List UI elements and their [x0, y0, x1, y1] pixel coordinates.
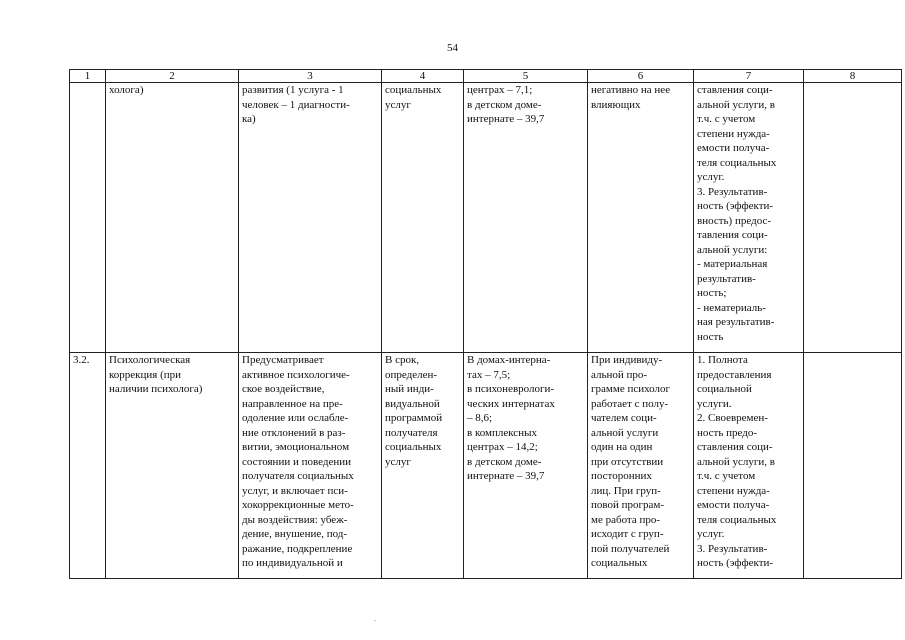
cell-line: услуг — [385, 455, 411, 468]
cell-line: тавления соци- — [697, 229, 768, 241]
cell-line: лиц. При груп- — [591, 484, 661, 497]
cell-conditions — [588, 83, 694, 353]
services-table — [69, 69, 902, 579]
cell-line: услуг — [385, 98, 411, 111]
cell-line: социальной — [697, 383, 752, 395]
cell-line: ме работа про- — [591, 513, 661, 526]
footer-mark: . — [374, 614, 376, 623]
column-header-8: 8 — [804, 70, 902, 83]
cell-number: 3.2. — [70, 353, 106, 579]
cell-line: степени нужда- — [697, 484, 770, 497]
cell-line: альной про- — [591, 368, 648, 381]
cell-line: видуальной — [385, 397, 440, 410]
cell-line: ние отклонений в раз- — [242, 426, 346, 439]
cell-line: чателем соци- — [591, 412, 657, 424]
cell-line: центрах – 7,1; — [467, 84, 533, 96]
cell-line: услуг. — [697, 528, 725, 540]
cell-description — [239, 83, 382, 353]
cell-line: услуг. — [697, 171, 725, 183]
cell-line: емости получа- — [697, 142, 770, 154]
cell-line: альной услуги, в — [697, 455, 775, 468]
cell-line: активное психологиче- — [242, 368, 350, 381]
cell-line: программой — [385, 412, 443, 424]
cell-line: альной услуги, в — [697, 98, 775, 111]
cell-line: один на один — [591, 441, 653, 453]
column-header-row — [70, 70, 902, 83]
cell-line: развития (1 услуга - 1 — [242, 84, 344, 96]
cell-line: человек – 1 диагности- — [242, 98, 350, 111]
cell-line: теля социальных — [697, 513, 777, 526]
cell-line: грамме психолог — [591, 383, 671, 395]
cell-line: хокоррекционные мето- — [242, 499, 354, 511]
cell-term — [382, 353, 464, 579]
cell-empty — [804, 353, 902, 579]
cell-line: ность (эффекти- — [697, 200, 774, 212]
cell-line: ставления соци- — [697, 441, 773, 453]
cell-line: по индивидуальной и — [242, 557, 343, 569]
cell-line: услуги. — [697, 397, 732, 410]
cell-line: витии, эмоциональном — [242, 441, 350, 453]
table-row-continued — [70, 83, 902, 353]
cell-line: негативно на нее — [591, 84, 671, 96]
cell-line: дение, внушение, под- — [242, 528, 348, 540]
cell-line: Предусматривает — [242, 354, 324, 366]
cell-quality-indicators — [694, 353, 804, 579]
cell-line: степени нужда- — [697, 127, 770, 140]
cell-line: 2. Своевремен- — [697, 412, 768, 424]
cell-line: повой програм- — [591, 499, 665, 511]
cell-line: центрах – 14,2; — [467, 441, 538, 453]
cell-line: результатив- — [697, 272, 756, 285]
cell-line: теля социальных — [697, 156, 777, 169]
cell-line: альной услуги: — [697, 243, 768, 256]
cell-service-name — [106, 83, 239, 353]
cell-line: пой получателей — [591, 542, 670, 555]
cell-line: ный инди- — [385, 383, 434, 395]
cell-line: ставления соци- — [697, 84, 773, 96]
column-header-7: 7 — [694, 70, 804, 83]
column-header-2: 2 — [106, 70, 239, 83]
cell-line: влияющих — [591, 98, 641, 111]
cell-line: - материальная — [697, 258, 768, 270]
column-header-5: 5 — [464, 70, 588, 83]
cell-tariff — [464, 353, 588, 579]
cell-tariff — [464, 83, 588, 353]
cell-line: вность) предос- — [697, 214, 772, 227]
cell-line: в психоневрологи- — [467, 383, 555, 395]
cell-line: В срок, — [385, 354, 420, 366]
cell-line: социальных — [385, 84, 442, 96]
cell-quality-indicators — [694, 83, 804, 353]
cell-line: в детском доме- — [467, 98, 542, 111]
cell-description — [239, 353, 382, 579]
cell-line: определен- — [385, 368, 438, 381]
cell-line: работает с полу- — [591, 397, 669, 410]
cell-line: коррекция (при — [109, 368, 182, 381]
cell-line: 3. Результатив- — [697, 542, 768, 555]
table-row-3-2 — [70, 353, 902, 579]
cell-line: ражание, подкрепление — [242, 542, 353, 555]
cell-line: в детском доме- — [467, 455, 542, 468]
cell-line: ность — [697, 330, 724, 343]
cell-term — [382, 83, 464, 353]
cell-line: – 8,6; — [467, 412, 493, 424]
cell-line: услуг, и включает пси- — [242, 484, 348, 497]
cell-line: интернате – 39,7 — [467, 113, 545, 125]
cell-line: ность; — [697, 287, 727, 299]
cell-line: в комплексных — [467, 426, 537, 439]
cell-line: получателя социальных — [242, 470, 354, 482]
cell-line: посторонних — [591, 470, 652, 482]
cell-line: т.ч. с учетом — [697, 470, 756, 482]
cell-line: Психологическая — [109, 354, 191, 366]
cell-line: ность предо- — [697, 426, 758, 439]
cell-line: емости получа- — [697, 499, 770, 511]
cell-number — [70, 83, 106, 353]
cell-line: холога) — [109, 84, 144, 96]
cell-line: социальных — [385, 441, 442, 453]
cell-line: ское воздействие, — [242, 383, 325, 395]
cell-line: тах – 7,5; — [467, 368, 511, 381]
cell-line: одоление или ослабле- — [242, 412, 349, 424]
cell-line: интернате – 39,7 — [467, 470, 545, 482]
cell-line: предоставления — [697, 368, 772, 381]
cell-line: альной услуги — [591, 426, 659, 439]
cell-line: В домах-интерна- — [467, 354, 551, 366]
cell-line: получателя — [385, 426, 438, 439]
cell-line: ды воздействия: убеж- — [242, 513, 348, 526]
cell-line: исходит с груп- — [591, 528, 664, 540]
cell-conditions — [588, 353, 694, 579]
column-header-6: 6 — [588, 70, 694, 83]
cell-line: т.ч. с учетом — [697, 113, 756, 125]
cell-line: ность (эффекти- — [697, 557, 774, 569]
column-header-3: 3 — [239, 70, 382, 83]
cell-line: ная результатив- — [697, 316, 775, 328]
cell-line: при отсутствии — [591, 455, 664, 468]
cell-line: ка) — [242, 113, 256, 125]
column-header-4: 4 — [382, 70, 464, 83]
cell-line: 3. Результатив- — [697, 185, 768, 198]
cell-empty — [804, 83, 902, 353]
page-number: 54 — [447, 42, 458, 54]
cell-line: наличии психолога) — [109, 383, 203, 395]
column-header-1: 1 — [70, 70, 106, 83]
cell-line: состоянии и поведении — [242, 455, 351, 468]
cell-line: - нематериаль- — [697, 301, 766, 314]
cell-service-name — [106, 353, 239, 579]
cell-line: социальных — [591, 557, 648, 569]
cell-line: направленное на пре- — [242, 397, 343, 410]
cell-line: ческих интернатах — [467, 397, 555, 410]
cell-line: При индивиду- — [591, 354, 663, 366]
cell-line: 1. Полнота — [697, 354, 748, 366]
